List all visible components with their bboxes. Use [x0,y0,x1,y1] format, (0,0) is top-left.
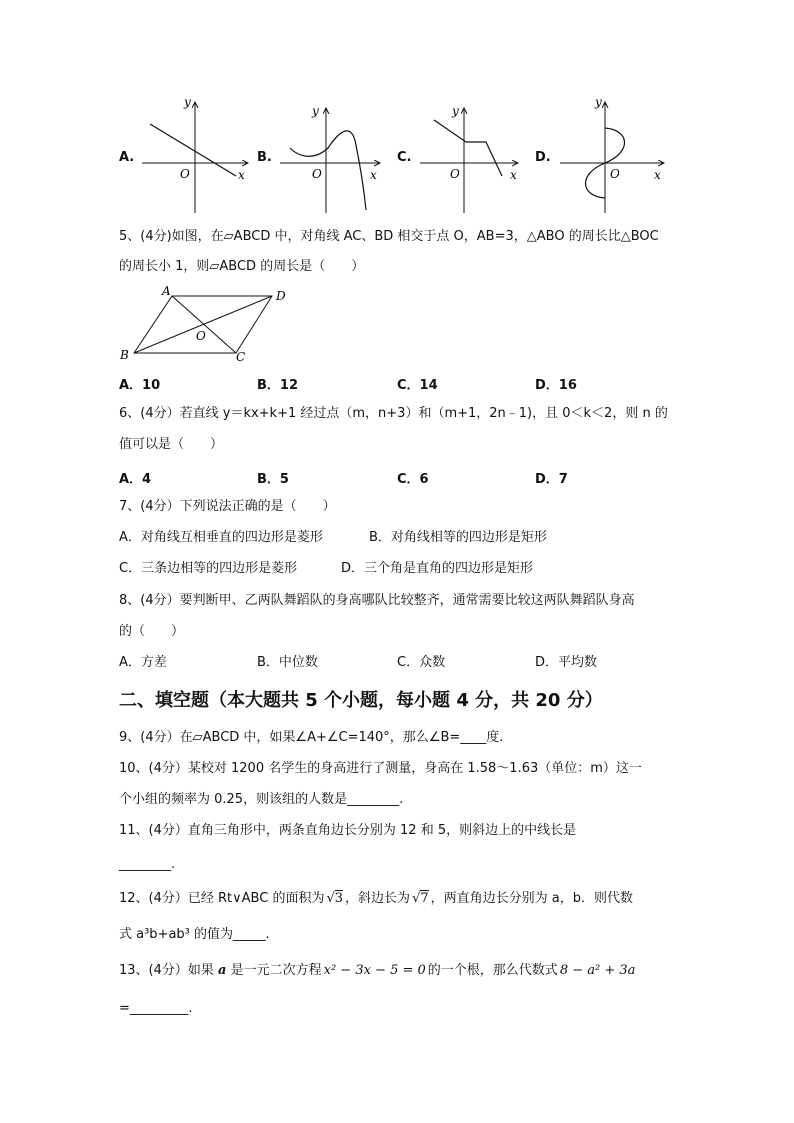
q10-line2: 个小组的频率为 0.25，则该组的人数是________. [119,792,404,807]
q13-equation: x² − 3x − 5 = 0 [323,963,426,978]
q13-line2: =_________. [119,1001,193,1016]
graph-d-y-label: y [595,95,602,109]
q12-text-c: ，两直角边长分别为 a，b．则代数 [430,891,633,906]
q8-option-b: B．中位数 [257,655,318,670]
q11-line2: ________. [119,857,176,872]
vertex-d-label: D [276,289,286,303]
graph-c-y-label: y [452,104,459,118]
q7-option-b: B．对角线相等的四边形是矩形 [369,530,547,545]
q5-line2: 的周长小 1，则▱ABCD 的周长是（ ） [119,259,365,274]
graph-c [420,104,518,213]
graph-b-curve [290,131,366,210]
graph-b [280,104,380,213]
q13-expression: 8 − a² + 3a [559,963,636,978]
q4-option-c-letter: C. [397,150,412,165]
center-o-label: O [196,329,206,343]
q12-text-a: 12、(4分）已经 Rt∨ABC 的面积为 [119,891,325,906]
graph-c-line [434,120,502,176]
q5-line1: 5、(4分)如图，在▱ABCD 中，对角线 AC、BD 相交于点 O，AB=3，△ABO 的周长比△BOC [119,229,659,244]
q7-option-d: D．三个角是直角的四边形是矩形 [341,561,534,576]
q4-options [0,90,794,220]
q4-option-a-letter: A. [119,150,135,165]
q4-graph-svg [0,90,794,220]
q8-line1: 8、(4分）要判断甲、乙两队舞蹈队的身高哪队比较整齐，通常需要比较这两队舞蹈队身高 [119,593,635,608]
q7-line1: 7、(4分）下列说法正确的是（ ） [119,499,336,514]
graph-b-y-label: y [312,104,319,118]
q12-text-b: ，斜边长为 [345,891,411,906]
vertex-a-label: A [162,284,171,298]
graph-d-x-label: x [654,168,661,182]
q13-text-c: 的一个根，那么代数式 [427,963,558,978]
q12-line2: 式 a³b+ab³ 的值为_____. [119,927,270,942]
q8-line2: 的（ ） [119,624,185,639]
q12-sqrt1: √3 [326,891,344,906]
graph-a-line [150,124,236,176]
q13-var: a [218,963,227,978]
q4-option-b-letter: B. [257,150,272,165]
q6-line2: 值可以是（ ） [119,437,224,452]
q11-line1: 11、(4分）直角三角形中，两条直角边长分别为 12 和 5，则斜边上的中线长是 [119,823,577,838]
vertex-b-label: B [120,348,129,362]
q7-option-a: A．对角线互相垂直的四边形是菱形 [119,530,323,545]
q5-option-b: B．12 [257,378,298,393]
q5-option-a: A．10 [119,378,161,393]
q4-option-d-letter: D. [535,150,551,165]
q6-option-b: B．5 [257,472,289,487]
graph-c-x-label: x [510,168,517,182]
graph-b-origin: O [312,167,322,181]
q6-option-d: D．7 [535,472,568,487]
q12-sqrt2: √7 [412,891,429,906]
graph-d [560,95,664,213]
q12-sqrt2-value: 7 [420,891,429,906]
q8-option-c: C．众数 [397,655,446,670]
section2-heading: 二、填空题（本大题共 5 个小题，每小题 4 分，共 20 分） [119,690,603,711]
parallelogram-figure [110,283,310,368]
q13-text-a: 13、(4分）如果 [119,963,214,978]
q6-option-a: A．4 [119,472,152,487]
q12-line1 [119,890,633,908]
q9-line1: 9、(4分）在▱ABCD 中，如果∠A+∠C=140°，那么∠B=____度. [119,730,504,745]
q13-text-b: 是一元二次方程 [230,963,322,978]
graph-c-origin: O [450,167,460,181]
q5-option-c: C．14 [397,378,438,393]
q5-option-d: D．16 [535,378,577,393]
vertex-c-label: C [236,350,246,364]
graph-a [142,95,248,213]
q10-line1: 10、(4分）某校对 1200 名学生的身高进行了测量，身高在 1.58～1.63（单位：m）这一 [119,761,642,776]
q8-option-d: D．平均数 [535,655,598,670]
q6-option-c: C．6 [397,472,429,487]
graph-b-x-label: x [370,168,377,182]
graph-a-origin: O [180,167,190,181]
diagonal-bd [134,296,272,353]
q8-option-a: A．方差 [119,655,167,670]
q7-option-c: C．三条边相等的四边形是菱形 [119,561,298,576]
q13-line1 [119,962,635,980]
graph-a-x-label: x [238,168,245,182]
graph-d-origin: O [610,167,620,181]
q6-line1: 6、(4分）若直线 y＝kx+k+1 经过点（m，n+3）和（m+1，2n﹣1)，且 0＜k＜2，则 n 的 [119,406,668,421]
q12-sqrt1-value: 3 [334,891,344,906]
graph-a-y-label: y [184,95,191,109]
